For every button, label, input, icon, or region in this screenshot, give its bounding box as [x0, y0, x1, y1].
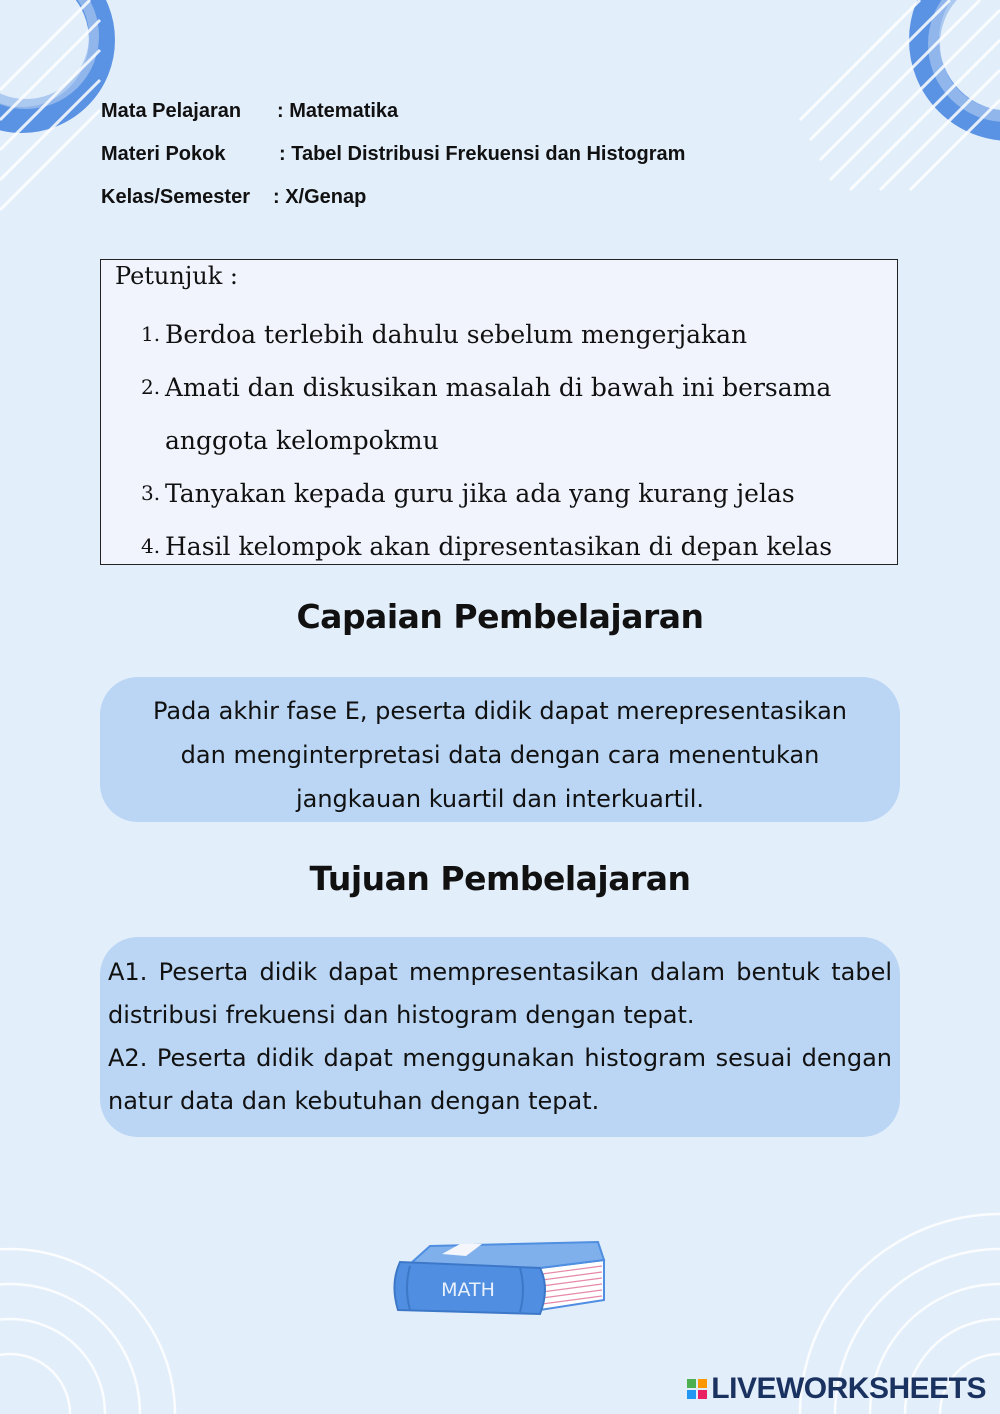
- topic-value: : Tabel Distribusi Frekuensi dan Histogram: [279, 143, 686, 165]
- topic-label: Materi Pokok: [101, 143, 226, 165]
- book-label: MATH: [441, 1279, 495, 1301]
- arcs-bottom-left: [0, 1249, 175, 1414]
- capaian-heading: Capaian Pembelajaran: [296, 597, 704, 636]
- class-value: : X/Genap: [273, 186, 367, 208]
- instruction-item: 3. Tanyakan kepada guru jika ada yang kurang jelas: [141, 479, 795, 508]
- capaian-line: jangkauan kuartil dan interkuartil.: [295, 785, 705, 813]
- brand-text: LIVEWORKSHEETS: [711, 1372, 986, 1405]
- capaian-line: Pada akhir fase E, peserta didik dapat merepresentasikan: [152, 697, 848, 725]
- math-book-illustration: [390, 1238, 612, 1316]
- tujuan-a1: A1. Peserta didik dapat mempresentasikan dalam bentuk tabel distribusi frekuensi dan histogram dengan tepat.: [108, 958, 892, 1029]
- instruction-item: 2. Amati dan diskusikan masalah di bawah ini bersama anggota kelompokmu: [141, 373, 832, 455]
- capaian-line: dan menginterpretasi data dengan cara menentukan: [180, 741, 820, 769]
- subject-label: Mata Pelajaran: [101, 100, 242, 122]
- subject-value: : Matematika: [277, 100, 399, 122]
- liveworksheets-logo-icon: [687, 1379, 707, 1399]
- capaian-box: [100, 677, 900, 822]
- liveworksheets-brand[interactable]: [687, 1372, 986, 1406]
- instructions-title: Petunjuk :: [115, 262, 238, 290]
- meta-subject: [101, 100, 398, 123]
- tujuan-a2: A2. Peserta didik dapat menggunakan histogram sesuai dengan natur data dan kebutuhan dengan tepat.: [108, 1044, 892, 1115]
- tujuan-box: [100, 937, 900, 1137]
- instruction-item: 4. Hasil kelompok akan dipresentasikan di depan kelas: [141, 532, 833, 561]
- tujuan-heading: Tujuan Pembelajaran: [309, 859, 691, 898]
- meta-class: [101, 186, 366, 209]
- diagonal-lines-top-right: [800, 0, 1000, 190]
- instructions-list: [143, 308, 885, 573]
- instructions-box: [100, 259, 898, 565]
- meta-topic: [101, 143, 685, 166]
- class-label: Kelas/Semester: [101, 186, 250, 208]
- instruction-item: 1. Berdoa terlebih dahulu sebelum mengerjakan: [141, 320, 748, 349]
